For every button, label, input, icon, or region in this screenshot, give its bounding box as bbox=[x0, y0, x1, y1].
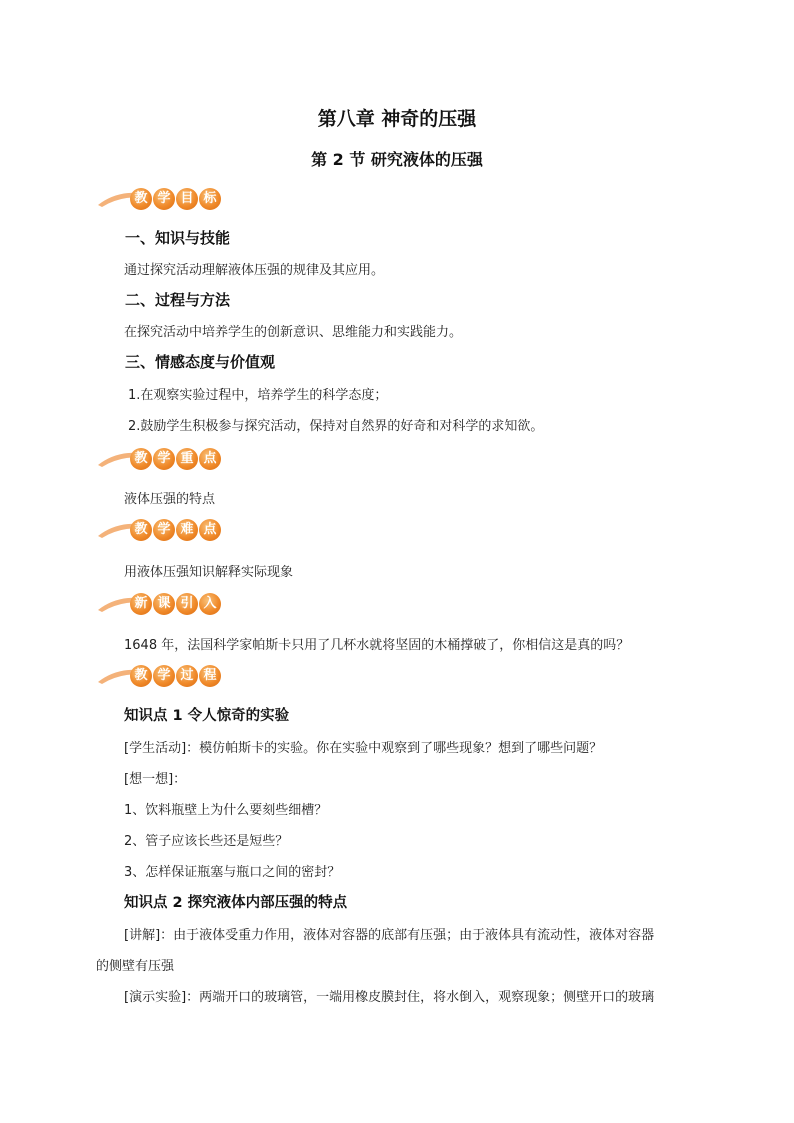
kp1-activity: [学生活动]：模仿帕斯卡的实验。你在实验中观察到了哪些现象？想到了哪些问题？ bbox=[124, 741, 603, 756]
badge-char: 目 bbox=[176, 188, 198, 210]
process-text: 在探究活动中培养学生的创新意识、思维能力和实践能力。 bbox=[124, 325, 463, 340]
badge-char: 学 bbox=[153, 188, 175, 210]
badge-char: 入 bbox=[199, 593, 221, 615]
process-heading: 二、过程与方法 bbox=[125, 291, 231, 309]
badge-char: 点 bbox=[199, 519, 221, 541]
knowledge-heading: 一、知识与技能 bbox=[125, 229, 231, 247]
badge-char: 学 bbox=[153, 519, 175, 541]
emotion-heading: 三、情感态度与价值观 bbox=[125, 353, 276, 371]
intro-text: 1648 年，法国科学家帕斯卡只用了几杯水就将坚固的木桶撑破了，你相信这是真的吗？ bbox=[124, 638, 630, 653]
badge-teaching-objectives bbox=[96, 187, 217, 211]
kp1-think: [想一想]： bbox=[124, 772, 187, 787]
badge-char: 教 bbox=[130, 519, 152, 541]
badge-key-point bbox=[96, 447, 217, 471]
badge-char: 新 bbox=[130, 593, 152, 615]
knowledge-point-2-title: 知识点 2 探究液体内部压强的特点 bbox=[124, 895, 348, 911]
badge-char: 引 bbox=[176, 593, 198, 615]
kp1-question: 2、管子应该长些还是短些？ bbox=[124, 834, 289, 849]
badge-char: 重 bbox=[176, 448, 198, 470]
kp2-demo: [演示实验]：两端开口的玻璃管，一端用橡皮膜封住，将水倒入，观察现象；侧壁开口的玻璃 bbox=[124, 990, 655, 1005]
knowledge-text: 通过探究活动理解液体压强的规律及其应用。 bbox=[124, 263, 385, 278]
badge-char: 课 bbox=[153, 593, 175, 615]
knowledge-point-1-title: 知识点 1 令人惊奇的实验 bbox=[124, 708, 290, 724]
badge-char: 难 bbox=[176, 519, 198, 541]
badge-char: 教 bbox=[130, 448, 152, 470]
kp1-question: 1、饮料瓶壁上为什么要刻些细槽？ bbox=[124, 803, 328, 818]
badge-char: 点 bbox=[199, 448, 221, 470]
badge-teaching-process bbox=[96, 664, 217, 688]
kp1-question: 3、怎样保证瓶塞与瓶口之间的密封？ bbox=[124, 865, 341, 880]
key-point-text: 液体压强的特点 bbox=[124, 492, 216, 507]
difficult-point-text: 用液体压强知识解释实际现象 bbox=[124, 565, 294, 580]
badge-char: 学 bbox=[153, 448, 175, 470]
emotion-item: 2.鼓励学生积极参与探究活动，保持对自然界的好奇和对科学的求知欲。 bbox=[128, 419, 544, 434]
section-title: 第 2 节 研究液体的压强 bbox=[311, 150, 483, 169]
badge-char: 学 bbox=[153, 665, 175, 687]
badge-char: 标 bbox=[199, 188, 221, 210]
kp2-lecture-continued: 的侧壁有压强 bbox=[96, 959, 175, 974]
badge-char: 教 bbox=[130, 188, 152, 210]
badge-char: 程 bbox=[199, 665, 221, 687]
kp2-lecture: [讲解]：由于液体受重力作用，液体对容器的底部有压强；由于液体具有流动性，液体对容器 bbox=[124, 928, 655, 943]
emotion-item: 1.在观察实验过程中，培养学生的科学态度； bbox=[128, 388, 388, 403]
badge-difficult-point bbox=[96, 518, 217, 542]
badge-char: 教 bbox=[130, 665, 152, 687]
badge-new-lesson-intro bbox=[96, 592, 217, 616]
badge-char: 过 bbox=[176, 665, 198, 687]
chapter-title: 第八章 神奇的压强 bbox=[317, 108, 477, 130]
